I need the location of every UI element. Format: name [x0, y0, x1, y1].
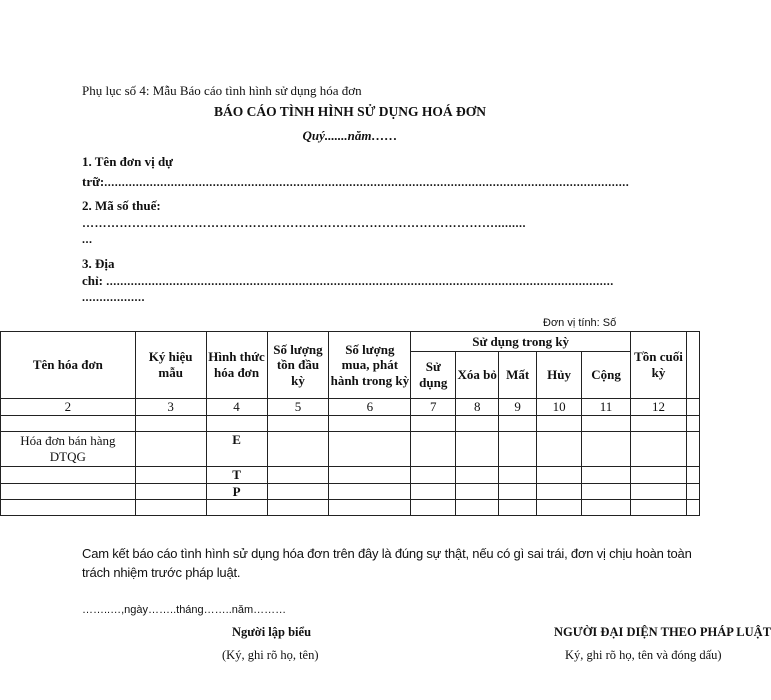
table-row-blank — [1, 500, 700, 516]
form-e-cell: E — [206, 432, 267, 467]
column-number: 3 — [135, 399, 206, 416]
header-purchased: Số lượng mua, phát hành trong kỳ — [329, 332, 411, 399]
header-total: Cộng — [582, 352, 631, 399]
column-number: 12 — [631, 399, 687, 416]
column-number: 10 — [537, 399, 582, 416]
address-label-cont: chỉ: — [82, 273, 103, 288]
address-dots-cont: .................. — [82, 290, 145, 304]
column-number: 4 — [206, 399, 267, 416]
header-invoice-name: Tên hóa đơn — [1, 332, 136, 399]
column-number: 7 — [411, 399, 456, 416]
table-row-invoice — [1, 432, 700, 467]
header-cancelled: Hủy — [537, 352, 582, 399]
header-opening: Số lượng tồn đầu kỳ — [267, 332, 329, 399]
report-period: Quý.......năm…… — [302, 128, 398, 143]
header-symbol: Ký hiệu mẫu — [135, 332, 206, 399]
form-t-cell: T — [206, 467, 267, 484]
column-number: 6 — [329, 399, 411, 416]
address-field — [82, 273, 614, 289]
tax-code-dots-cont: ... — [82, 232, 93, 246]
header-used: Sử dụng — [411, 352, 456, 399]
date-line: ……..…,ngày……..tháng……..năm……… — [82, 604, 287, 616]
appendix-label: Phụ lục số 4: Mẫu Báo cáo tình hình sử dụng hóa đơn — [82, 83, 362, 98]
form-p-cell: P — [206, 483, 267, 500]
tax-code-label: 2. Mã số thuế: — [82, 198, 161, 213]
report-title: BÁO CÁO TÌNH HÌNH SỬ DỤNG HOÁ ĐƠN — [214, 104, 486, 119]
representative-note: Ký, ghi rõ họ, tên và đóng dấu) — [565, 648, 722, 662]
address-label: 3. Địa — [82, 256, 115, 271]
header-closing: Tồn cuối kỳ — [631, 332, 687, 399]
usage-report-table — [0, 331, 700, 516]
header-deleted: Xóa bỏ — [456, 352, 499, 399]
column-number: 8 — [456, 399, 499, 416]
table-row-blank — [1, 416, 700, 432]
header-extra — [686, 332, 699, 399]
table-row-p — [1, 483, 700, 500]
header-lost: Mất — [499, 352, 537, 399]
unit-name-label-cont: trữ: — [82, 174, 105, 189]
unit-note: Đơn vị tính: Số — [543, 317, 617, 329]
commitment-text: Cam kết báo cáo tình hình sử dụng hóa đơn trên đây là đúng sự thật, nếu có gì sai trái, đơn vị chịu hoàn toàn trách nhiệm trước pháp luật. — [82, 546, 692, 580]
header-form: Hình thức hóa đơn — [206, 332, 267, 399]
column-number-row — [1, 399, 700, 416]
column-number: 5 — [267, 399, 329, 416]
representative-title: NGƯỜI ĐẠI DIỆN THEO PHÁP LUẬT — [554, 625, 771, 639]
preparer-note: (Ký, ghi rõ họ, tên) — [222, 648, 319, 662]
table-row-t — [1, 467, 700, 484]
tax-code-dots: ………………………………………………………………………………………......... — [82, 216, 526, 230]
preparer-title: Người lập biểu — [232, 625, 312, 639]
column-number: 9 — [499, 399, 537, 416]
header-usage-group: Sử dụng trong kỳ — [411, 332, 631, 352]
unit-name-label: 1. Tên đơn vị dự — [82, 154, 173, 169]
invoice-name-cell: Hóa đơn bán hàng DTQG — [1, 432, 136, 467]
unit-name-dots: ...................................................................................................................................................... — [104, 175, 630, 189]
address-dots: ................................................................................................................................................. — [106, 274, 614, 288]
column-number: 11 — [582, 399, 631, 416]
unit-name-field — [82, 174, 629, 190]
column-number: 2 — [1, 399, 136, 416]
